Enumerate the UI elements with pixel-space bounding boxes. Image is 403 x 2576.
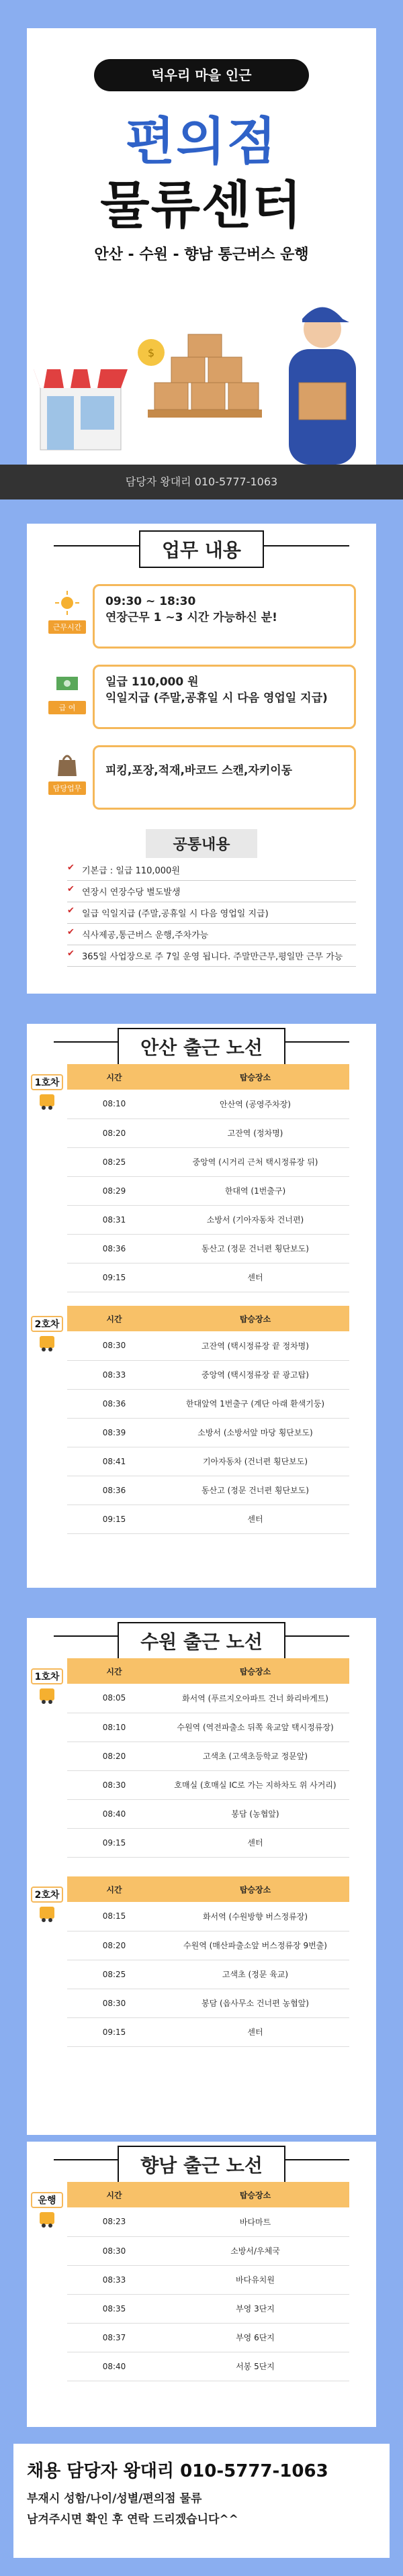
table-row: 08:25 고색초 (정문 육교) (67, 1960, 349, 1989)
list-item: ✔ 일급 익일지급 (주말,공휴일 시 다음 영업일 지급) (67, 902, 356, 924)
work-box-pay: 일급 110,000 원 익일지급 (주말,공휴일 시 다음 영업일 지급) (93, 665, 356, 729)
bus-icon (38, 1905, 56, 1923)
table-row: 09:15 센터 (67, 1505, 349, 1533)
ansan-section (27, 1024, 376, 1588)
work-title: 업무 내용 (139, 530, 264, 568)
ansan-title: 안산 출근 노선 (118, 1028, 285, 1065)
common-list (67, 859, 356, 967)
list-item: ✔ 365일 사업장으로 주 7일 운영 됩니다. 주말만근무,평일만 근무 가능 (67, 945, 356, 967)
bus-tag-2: 2호차 (31, 1316, 63, 1359)
suwon-table-1: 시간 탑승장소 08:05 화서역 (푸르지오아파트 건너 화리바게트) 08:10 수원역 (역전파출소 뒤쪽 육교앞 택시정류장) 08:20 고색초 (고색초등학교 정문앞) 08:30 호매실 (호매실 IC로 가는 지하차도 위 사거리) 08:40 봉담 (농협앞) 09:15 센터 (67, 1658, 349, 1858)
hero-title-2: 물류센터 (100, 175, 303, 235)
footer-line-1: 채용 담당자 왕대리 010-5777-1063 (27, 2461, 328, 2481)
table-row: 08:40 서봉 5단지 (67, 2352, 349, 2381)
table-row: 08:30 호매실 (호매실 IC로 가는 지하차도 위 사거리) (67, 1770, 349, 1799)
bus-icon (38, 2211, 56, 2228)
table-row: 08:40 봉담 (농협앞) (67, 1799, 349, 1828)
bus-icon (38, 1687, 56, 1705)
bus-icon (38, 1093, 56, 1110)
table-row: 08:41 기아자동차 (건너편 횡단보도) (67, 1447, 349, 1476)
bus-tag-1: 1호차 (31, 1074, 63, 1117)
table-row: 08:36 한대앞역 1번출구 (계단 아래 환색기둥) (67, 1389, 349, 1418)
table-row: 08:10 수원역 (역전파출소 뒤쪽 육교앞 택시정류장) (67, 1713, 349, 1742)
table-row: 09:15 센터 (67, 2017, 349, 2046)
hero-contact-bar: 담당자 왕대리 010-5777-1063 (0, 465, 403, 499)
table-row: 08:35 부영 3단지 (67, 2294, 349, 2323)
work-box-duty: 피킹,포장,적재,바코드 스캔,자키이동 (93, 745, 356, 810)
table-row: 08:05 화서역 (푸르지오아파트 건너 화리바게트) (67, 1684, 349, 1713)
work-row-pay (47, 665, 356, 729)
suwon-section (27, 1618, 376, 2135)
table-row: 08:10 안산역 (공영주차장) (67, 1090, 349, 1118)
table-row: 09:15 센터 (67, 1263, 349, 1292)
list-item: ✔ 식사제공,통근버스 운행,주차가능 (67, 924, 356, 945)
hero (0, 0, 403, 488)
coin-icon (138, 339, 165, 366)
table-row: 08:20 고색초 (고색초등학교 정문앞) (67, 1742, 349, 1770)
table-row: 08:36 동산고 (정문 건너편 횡단보도) (67, 1234, 349, 1263)
work-row-duty (47, 745, 356, 810)
bus-tag-2: 2호차 (31, 1887, 63, 1929)
table-row: 08:33 바다유치원 (67, 2265, 349, 2294)
common-title: 공통내용 (146, 829, 257, 858)
table-row: 08:30 고잔역 (택시정류장 끝 정차명) (67, 1331, 349, 1360)
ansan-table-2: 시간 탑승장소 08:30 고잔역 (택시정류장 끝 정차명) 08:33 중앙역 (택시정류장 끝 광고탑) 08:36 한대앞역 1번출구 (계단 아래 환색기둥) 08:39 소방서 (소방서앞 마당 횡단보도) 08:41 기아자동차 (건너편 횡단보도) 08:36 동산고 (정문 건너편 횡단보도) 09:15 센터 (67, 1306, 349, 1534)
store-icon (34, 369, 128, 450)
hyangnam-title: 향남 출근 노선 (118, 2146, 285, 2183)
boxes-icon (148, 334, 262, 418)
work-section (27, 524, 376, 994)
table-row: 08:29 한대역 (1번출구) (67, 1176, 349, 1205)
money-icon: 급 여 (47, 670, 87, 724)
hyangnam-section (27, 2142, 376, 2427)
table-row: 08:33 중앙역 (택시정류장 끝 광고탑) (67, 1360, 349, 1389)
suwon-title: 수원 출근 노선 (118, 1622, 285, 1660)
hyangnam-table: 시간 탑승장소 08:23 바다마트 08:30 소방서/우체국 08:33 바다유치원 08:35 부영 3단지 08:37 부영 6단지 08:40 서봉 5단지 (67, 2182, 349, 2381)
table-row: 08:25 중앙역 (시거리 근처 택시정류장 뒤) (67, 1147, 349, 1176)
bag-icon: 담당업무 (47, 751, 87, 804)
table-row: 08:23 바다마트 (67, 2207, 349, 2236)
ansan-table-1: 시간 탑승장소 08:10 안산역 (공영주차장) 08:20 고잔역 (정차명) 08:25 중앙역 (시거리 근처 택시정류장 뒤) 08:29 한대역 (1번출구) 08:31 소방서 (기아자동차 건너편) 08:36 동산고 (정문 건너편 횡단보도) 09:15 센터 (67, 1064, 349, 1292)
table-row: 08:20 수원역 (매산파출소앞 버스정류장 9번출) (67, 1931, 349, 1960)
table-row: 08:39 소방서 (소방서앞 마당 횡단보도) (67, 1418, 349, 1447)
hero-badge: 덕우리 마을 인근 (94, 59, 309, 91)
svg-text:$: $ (147, 346, 155, 359)
footer-line-2: 부재시 성함/나이/성별/편의점 물류 (27, 2492, 202, 2506)
work-row-hours (47, 584, 356, 649)
footer-contact (13, 2444, 390, 2558)
table-row: 08:30 봉담 (읍사무소 건너편 농협앞) (67, 1989, 349, 2017)
hero-subtitle: 안산 - 수원 - 향남 통근버스 운행 (94, 246, 309, 263)
suwon-table-2: 시간 탑승장소 08:15 화서역 (수원방향 버스정류장) 08:20 수원역 (매산파출소앞 버스정류장 9번출) 08:25 고색초 (정문 육교) 08:30 봉담 (읍사무소 건너편 농협앞) 09:15 센터 (67, 1876, 349, 2047)
bus-icon (38, 1335, 56, 1352)
table-row: 08:37 부영 6단지 (67, 2323, 349, 2352)
bus-tag-1: 1호차 (31, 1668, 63, 1711)
footer-line-3: 남겨주시면 확인 후 연락 드리겠습니다^^ (27, 2513, 238, 2526)
hero-title-1: 편의점 (125, 111, 278, 171)
sun-icon: 근무시간 (47, 589, 87, 643)
hero-illustration (27, 282, 376, 465)
list-item: ✔ 연장시 연장수당 별도발생 (67, 881, 356, 902)
table-row: 08:30 소방서/우체국 (67, 2236, 349, 2265)
worker-icon (289, 307, 356, 465)
table-row: 08:20 고잔역 (정차명) (67, 1118, 349, 1147)
work-box-hours: 09:30 ~ 18:30 연장근무 1 ~3 시간 가능하신 분! (93, 584, 356, 649)
list-item: ✔ 기본급 : 일급 110,000원 (67, 859, 356, 881)
table-row: 08:31 소방서 (기아자동차 건너편) (67, 1205, 349, 1234)
bus-tag-run: 운행 (31, 2192, 63, 2235)
table-row: 08:36 동산고 (정문 건너편 횡단보도) (67, 1476, 349, 1505)
table-row: 09:15 센터 (67, 1828, 349, 1857)
table-row: 08:15 화서역 (수원방향 버스정류장) (67, 1902, 349, 1931)
